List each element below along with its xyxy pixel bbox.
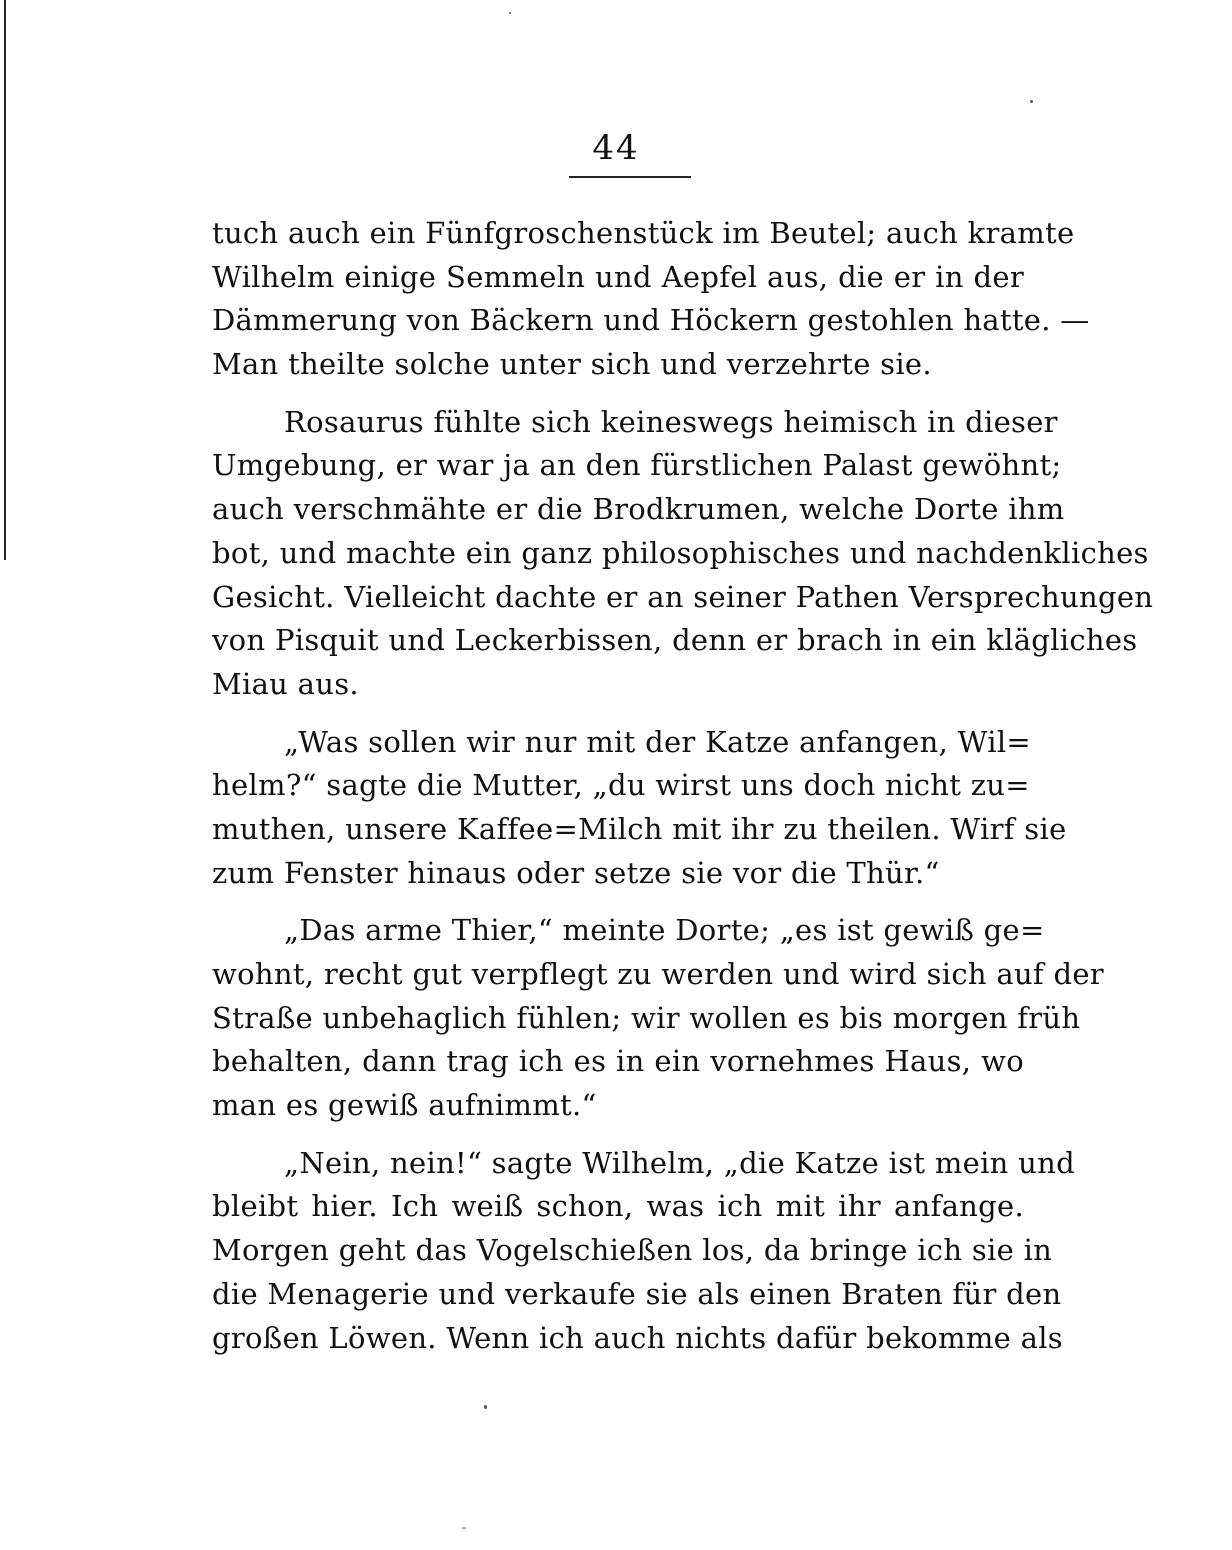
text-line: Dämmerung von Bäckern und Höckern gestohlen hatte. — <box>212 303 1090 338</box>
text-line: Rosaurus fühlte sich keineswegs heimisch in dieser <box>284 404 1058 439</box>
text-line: bot, und machte ein ganz philosophisches und nachdenkliches <box>212 535 1149 570</box>
text-line: von Pisquit und Leckerbissen, denn er brach in ein klägliches <box>212 623 1138 658</box>
print-speck <box>509 12 511 14</box>
text-line: „Nein, nein!“ sagte Wilhelm, „die Katze ist mein und <box>284 1145 1075 1180</box>
print-speck <box>484 1405 487 1409</box>
paragraph-3 <box>212 721 1067 896</box>
text-line: „Das arme Thier,“ meinte Dorte; „es ist gewiß ge= <box>284 913 1045 948</box>
text-line: behalten, dann trag ich es in ein vornehmes Haus, wo <box>212 1044 1024 1079</box>
text-line: Miau aus. <box>212 666 359 701</box>
text-line: „Was sollen wir nur mit der Katze anfangen, Wil= <box>284 724 1032 759</box>
text-line: Umgebung, er war ja an den fürstlichen Palast gewöhnt; <box>212 448 1062 483</box>
text-line: die Menagerie und verkaufe sie als einen Braten für den <box>212 1276 1062 1311</box>
page-edge-rule <box>4 0 6 560</box>
text-line: zum Fenster hinaus oder setze sie vor die Thür.“ <box>212 855 940 890</box>
text-line: helm?“ sagte die Mutter, „du wirst uns doch nicht zu= <box>212 768 1030 803</box>
page-number-rule <box>569 176 691 178</box>
paragraph-2 <box>212 401 1154 707</box>
text-line: Straße unbehaglich fühlen; wir wollen es bis morgen früh <box>212 1000 1081 1035</box>
print-speck <box>1030 100 1033 103</box>
body-text <box>212 212 1154 1360</box>
paragraph-4 <box>212 909 1104 1127</box>
paragraph-5 <box>212 1142 1075 1360</box>
paragraph-1 <box>212 212 1090 387</box>
text-line: Morgen geht das Vogelschießen los, da bringe ich sie in <box>212 1233 1053 1268</box>
text-line: muthen, unsere Kaffee=Milch mit ihr zu theilen. Wirf sie <box>212 811 1067 846</box>
text-line: Wilhelm einige Semmeln und Aepfel aus, die er in der <box>212 259 1024 294</box>
text-line: Gesicht. Vielleicht dachte er an seiner Pathen Versprechungen <box>212 579 1154 614</box>
text-line: man es gewiß aufnimmt.“ <box>212 1088 597 1123</box>
text-line: bleibt hier. Ich weiß schon, was ich mit ihr anfange. <box>212 1189 1024 1224</box>
text-line: auch verschmähte er die Brodkrumen, welche Dorte ihm <box>212 492 1065 527</box>
text-line: großen Löwen. Wenn ich auch nichts dafür bekomme als <box>212 1320 1063 1355</box>
text-line: tuch auch ein Fünfgroschenstück im Beutel; auch kramte <box>212 216 1075 250</box>
text-line: Man theilte solche unter sich und verzehrte sie. <box>212 347 932 382</box>
print-speck <box>462 1527 466 1529</box>
text-line: wohnt, recht gut verpflegt zu werden und wird sich auf der <box>212 957 1104 991</box>
page-number: 44 <box>592 128 640 168</box>
